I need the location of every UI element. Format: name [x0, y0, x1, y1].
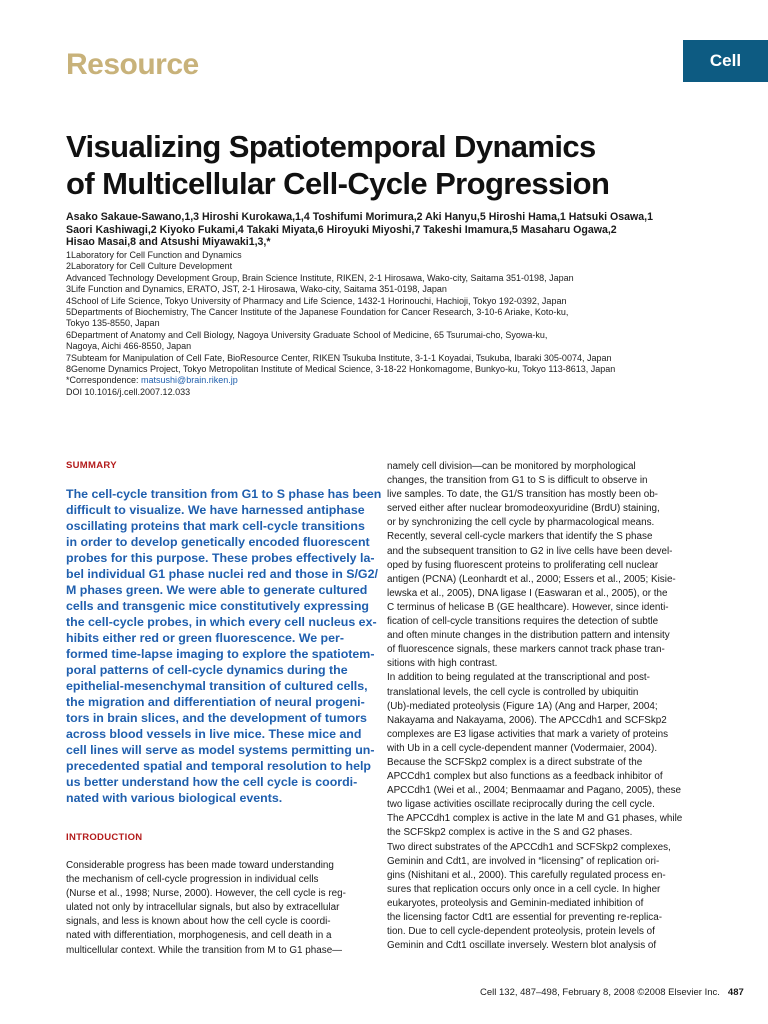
summary-line: epithelial-mesenchymal transition of cultured cells, — [66, 679, 368, 693]
affiliation-line: 5Departments of Biochemistry, The Cancer Institute of the Japanese Foundation for Cancer Research, 3-10-6 Ariake, Koto-ku, — [66, 307, 569, 318]
body-line: ulated not only by intracellular signals, but also by extracellular — [66, 902, 340, 914]
summary-line: formed time-lapse imaging to explore the spatiotem- — [66, 647, 375, 661]
body-line: antigen (PCNA) (Leonhardt et al., 2000; Essers et al., 2005; Kisie- — [387, 573, 676, 585]
title-line: of Multicellular Cell-Cycle Progression — [66, 166, 610, 201]
body-line: (Ub)-mediated proteolysis (Figure 1A) (Ang and Harper, 2004; — [387, 700, 658, 712]
body-line: lewska et al., 2005), DNA ligase I (Easwaran et al., 2005), or the — [387, 587, 668, 599]
body-line: tion. Due to cell cycle-dependent proteolysis, protein levels of — [387, 926, 655, 938]
body-line: and often minute changes in the distribution pattern and intensity — [387, 630, 670, 642]
summary-line: across blood vessels in live mice. These mice and — [66, 727, 362, 741]
summary-line: us better understand how the cell cycle is coordi- — [66, 775, 358, 789]
affiliation-line: 3Life Function and Dynamics, ERATO, JST, 2-1 Hirosawa, Wako-city, Saitama 351-0198, Japan — [66, 284, 447, 295]
body-line: Recently, several cell-cycle markers that identify the S phase — [387, 531, 653, 543]
body-line: Geminin and Cdt1, are involved in “licensing” of replication ori- — [387, 855, 660, 867]
correspondence-label: *Correspondence: — [66, 375, 142, 386]
affiliation-line: 2Laboratory for Cell Culture Development — [66, 261, 233, 272]
body-line: changes, the transition from G1 to S is difficult to observe in — [387, 475, 648, 487]
introduction-heading: INTRODUCTION — [66, 832, 143, 843]
body-line: the SCFSkp2 complex is active in the S and G2 phases. — [387, 827, 633, 839]
summary-heading: SUMMARY — [66, 460, 117, 471]
body-line: oped by fusing fluorescent proteins to proliferating cell nuclear — [387, 559, 659, 571]
page-footer — [480, 987, 744, 998]
body-line: namely cell division—can be monitored by morphological — [387, 461, 636, 472]
affiliation-line: Nagoya, Aichi 466-8550, Japan — [66, 341, 192, 352]
body-line: live samples. To date, the G1/S transition has mostly been ob- — [387, 489, 658, 501]
affiliation-line: 4School of Life Science, Tokyo University of Pharmacy and Life Science, 1432-1 Horinouchi, Hachioji, Tokyo 192-0392, Japan — [66, 295, 567, 306]
title-line: Visualizing Spatiotemporal Dynamics — [66, 129, 596, 164]
summary-line: tors in brain slices, and the development of tumors — [66, 711, 367, 725]
correspondence-email-link[interactable]: matsushi@brain.riken.jp — [141, 375, 238, 386]
body-line: sures that replication occurs only once in a cell cycle. In higher — [387, 883, 661, 895]
doi: DOI 10.1016/j.cell.2007.12.033 — [66, 386, 191, 397]
body-line: signals, and less is known about how the cell cycle is coordi- — [66, 916, 331, 928]
author-line: Hisao Masai,8 and Atsushi Miyawaki1,3,* — [66, 236, 271, 249]
affiliation-line: 8Genome Dynamics Project, Tokyo Metropolitan Institute of Medical Science, 3-18-22 Honkomagome, Bunkyo-ku, Tokyo 113-8613, Japan — [66, 364, 616, 375]
summary-line: M phases green. We were able to generate cultured — [66, 583, 368, 597]
summary-line: oscillating proteins that mark cell-cycle transitions — [66, 519, 365, 533]
section-label: Resource — [66, 48, 199, 81]
author-list — [66, 211, 706, 249]
body-line: The APCCdh1 complex is active in the late M and G1 phases, while — [387, 813, 683, 825]
body-line: Considerable progress has been made toward understanding — [66, 860, 334, 871]
citation: Cell 132, 487–498, February 8, 2008 ©2008 Elsevier Inc. — [480, 987, 720, 998]
body-line: sitions with high contrast. — [387, 658, 498, 670]
affiliation-line: 1Laboratory for Cell Function and Dynamics — [66, 250, 242, 260]
body-line: In addition to being regulated at the transcriptional and post- — [387, 672, 650, 684]
summary-line: probes for this purpose. These probes effectively la- — [66, 551, 375, 565]
body-line: multicellular context. While the transition from M to G1 phase— — [66, 944, 343, 956]
affiliations — [66, 250, 706, 398]
body-line: gins (Nishitani et al., 2000). This carefully regulated process en- — [387, 869, 666, 881]
body-line: and the subsequent transition to G2 in live cells have been devel- — [387, 545, 673, 557]
body-line: with Ub in a cell cycle-dependent manner (Vodermaier, 2004). — [387, 742, 658, 754]
body-line: two ligase activities oscillate reciprocally during the cell cycle. — [387, 799, 655, 811]
journal-logo: Cell — [683, 40, 768, 82]
article-title — [66, 128, 706, 202]
body-line: of fluorescence signals, these markers cannot track phase tran- — [387, 644, 665, 656]
body-line: translational levels, the cell cycle is controlled by ubiquitin — [387, 686, 639, 698]
body-line: the licensing factor Cdt1 are essential for preventing re-replica- — [387, 912, 662, 923]
body-line: nated with differentiation, morphogenesis, and cell death in a — [66, 930, 332, 942]
summary-line: cells and transgenic mice constitutively expressing — [66, 599, 369, 613]
body-line: Two direct substrates of the APCCdh1 and SCFSkp2 complexes, — [387, 841, 671, 853]
summary-line: poral patterns of cell-cycle dynamics during the — [66, 663, 348, 677]
body-line: served either after nuclear bromodeoxyuridine (BrdU) staining, — [387, 503, 660, 515]
summary-line: the migration and differentiation of neural progeni- — [66, 695, 365, 709]
affiliation-line: Tokyo 135-8550, Japan — [66, 318, 160, 329]
summary-line: The cell-cycle transition from G1 to S phase has been — [66, 487, 382, 501]
summary-line: bel individual G1 phase nuclei red and those in S/G2/ — [66, 567, 378, 581]
summary-line: difficult to visualize. We have harnessed antiphase — [66, 503, 365, 517]
body-line: Nakayama and Nakayama, 2006). The APCCdh1 and SCFSkp2 — [387, 714, 667, 726]
body-line: APCCdh1 (Wei et al., 2004; Benmaamar and Pagano, 2005), these — [387, 785, 682, 797]
summary-line: nated with various biological events. — [66, 791, 283, 805]
summary-line: cell lines will serve as model systems permitting un- — [66, 743, 375, 757]
body-line: complexes are E3 ligase activities that mark a variety of proteins — [387, 728, 669, 740]
summary-text — [66, 486, 382, 806]
author-line: Saori Kashiwagi,2 Kiyoko Fukami,4 Takaki Miyata,6 Hiroyuki Miyoshi,7 Takeshi Imamura,5 Masaharu Ogawa,2 — [66, 223, 617, 236]
summary-line: hibits either red or green fluorescence. We per- — [66, 631, 344, 645]
affiliation-line: 7Subteam for Manipulation of Cell Fate, BioResource Center, RIKEN Tsukuba Institute, 3-1-1 Koyadai, Tsukuba, Ibaraki 305-0074, Japan — [66, 352, 612, 363]
summary-line: in order to develop genetically encoded fluorescent — [66, 535, 370, 549]
author-line: Asako Sakaue-Sawano,1,3 Hiroshi Kurokawa,1,4 Toshifumi Morimura,2 Aki Hanyu,5 Hiroshi Hama,1 Hatsuki Osawa,1 — [66, 211, 653, 223]
body-line: Geminin and Cdt1 oscillate inversely. Western blot analysis of — [387, 940, 657, 952]
body-line: eukaryotes, proteolysis and Geminin-mediated inhibition of — [387, 897, 644, 909]
right-column-text — [387, 460, 693, 953]
page-number: 487 — [727, 987, 744, 998]
body-line: or by synchronizing the cell cycle by pharmacological means. — [387, 517, 655, 529]
body-line: fication of cell-cycle transitions requires the detection of subtle — [387, 616, 659, 628]
affiliation-line: Advanced Technology Development Group, Brain Science Institute, RIKEN, 2-1 Hirosawa, Wako-city, Saitama 351-0198, Japan — [66, 272, 574, 283]
affiliation-line: 6Department of Anatomy and Cell Biology, Nagoya University Graduate School of Medicine, 65 Tsurumai-cho, Syowa-ku, — [66, 329, 548, 340]
body-line: Because the SCFSkp2 complex is a direct substrate of the — [387, 756, 643, 768]
body-line: C terminus of helicase B (GE healthcare). However, since identi- — [387, 601, 669, 613]
body-line: APCCdh1 complex but also functions as a feedback inhibitor of — [387, 771, 663, 783]
body-line: (Nurse et al., 1998; Nurse, 2000). However, the cell cycle is reg- — [66, 888, 346, 900]
summary-line: the cell-cycle probes, in which every cell nucleus ex- — [66, 615, 377, 629]
summary-line: precedented spatial and temporal resolution to help — [66, 759, 371, 773]
correspondence — [66, 375, 706, 386]
body-line: the mechanism of cell-cycle progression in individual cells — [66, 874, 319, 886]
introduction-text — [66, 859, 356, 958]
